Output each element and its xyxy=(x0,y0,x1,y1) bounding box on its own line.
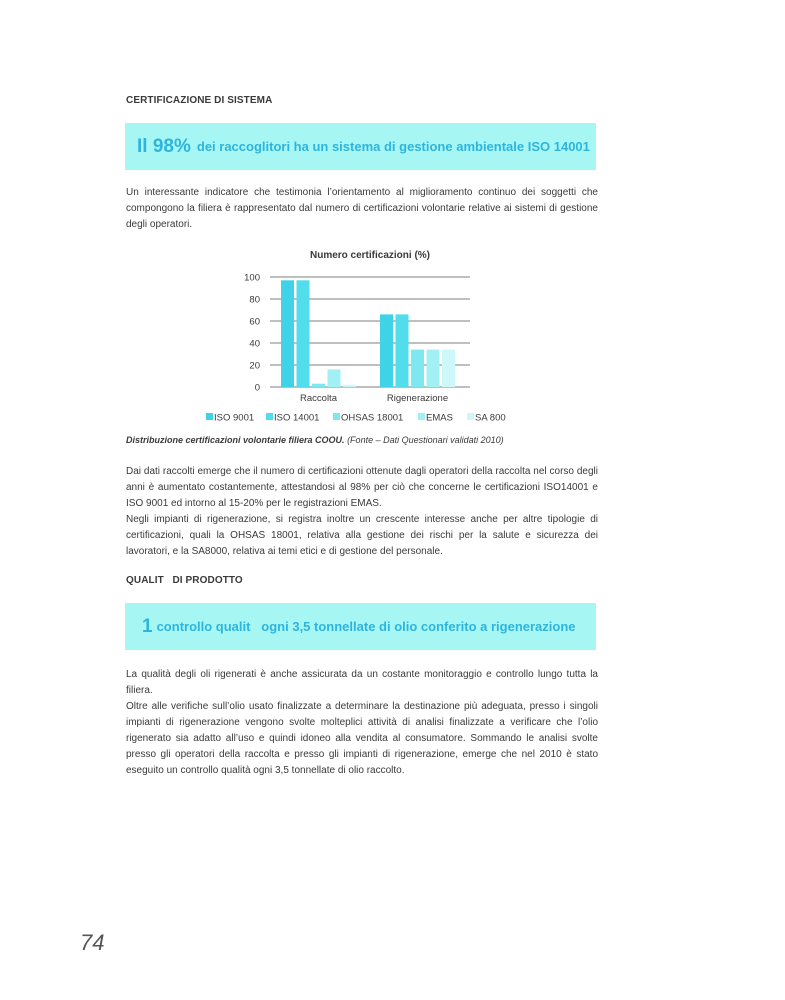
chart-title: Numero certificazioni (%) xyxy=(309,250,431,261)
section-title-qualita: QUALIT DI PRODOTTO xyxy=(126,575,243,586)
x-category-label: Rigenerazione xyxy=(386,393,449,404)
banner-highlight-number: 1 xyxy=(142,615,153,637)
banner-highlight-number: Il 98% xyxy=(137,135,191,157)
bar xyxy=(297,280,310,387)
banner-text: controllo qualit ogni 3,5 tonnellate di olio conferito a rigenerazione xyxy=(156,619,576,634)
y-tick-label: 20 xyxy=(249,360,260,372)
chart-caption xyxy=(126,435,504,445)
y-tick-label: 40 xyxy=(249,338,260,350)
caption-bold: Distribuzione certificazioni volontarie filiera COOU. xyxy=(126,435,345,445)
legend-label: ISO 14001 xyxy=(274,412,320,424)
quality-text-1: La qualità degli oli rigenerati è anche assicurata da un costante monitoraggio e controllo lungo tutta la filiera. xyxy=(126,669,598,696)
caption-source: (Fonte – Dati Questionari validati 2010) xyxy=(347,435,504,445)
y-tick-label: 80 xyxy=(249,294,260,306)
bar xyxy=(281,280,294,387)
banner-text: dei raccoglitori ha un sistema di gestione ambientale ISO 14001 xyxy=(196,139,590,154)
bar xyxy=(427,350,440,387)
section-title-certificazione: CERTIFICAZIONE DI SISTEMA xyxy=(126,95,273,106)
page-number: 74 xyxy=(80,930,105,955)
legend-label: SA 800 xyxy=(475,412,506,424)
quality-paragraph xyxy=(126,667,598,779)
quality-text-2: Oltre alle verifiche sull’olio usato finalizzate a determinare la destinazione più adeguata, presso i singoli impianti di rigenerazione vengono svolte molteplici attività di analisi finalizzate a verificare che l’olio rigenerato sia adatto all’uso e quindi idoneo alla vendita al consumatore. Sommando le analisi svolte presso gli operatori della raccolta e presso gli impianti di rigenerazione, emerge che nel 2010 è stato eseguito un controllo qualità ogni 3,5 tonnellate di olio raccolto. xyxy=(126,701,598,776)
analysis-text-1: Dai dati raccolti emerge che il numero di certificazioni ottenute dagli operatori della raccolta nel corso degli anni è aumentato costantemente, attestandosi al 98% per ciò che concerne le certificazioni ISO14001 e ISO 9001 ed intorno al 15-20% per le registrazioni EMAS. xyxy=(126,466,598,509)
legend-swatch xyxy=(266,413,273,420)
bar xyxy=(380,314,393,387)
bar xyxy=(312,384,325,387)
x-category-label: Raccolta xyxy=(300,393,337,404)
analysis-paragraph xyxy=(126,464,598,560)
y-tick-label: 60 xyxy=(249,316,260,328)
intro-text: Un interessante indicatore che testimonia l’orientamento al miglioramento continuo dei soggetti che compongono la filiera è rappresentato dal numero di certificazioni volontarie relative ai sistemi di gestione degli operatori. xyxy=(126,187,598,230)
bar xyxy=(442,350,455,387)
bar xyxy=(343,385,356,387)
bar xyxy=(396,314,409,387)
legend-swatch xyxy=(467,413,474,420)
legend-swatch xyxy=(418,413,425,420)
bar xyxy=(328,369,341,387)
bar xyxy=(411,350,424,387)
certifications-bar-chart xyxy=(0,0,785,460)
legend-swatch xyxy=(206,413,213,420)
legend-swatch xyxy=(333,413,340,420)
legend-label: ISO 9001 xyxy=(214,412,255,424)
analysis-text-2: Negli impianti di rigenerazione, si registra inoltre un crescente interesse anche per altre tipologie di certificazioni, quali la OHSAS 18001, relativa alla gestione dei rischi per la salute e sicurezza dei lavoratori, e la SA8000, relativa ai temi etici e di gestione del personale. xyxy=(126,514,598,557)
legend-label: EMAS xyxy=(426,412,453,424)
highlight-banner-qualita xyxy=(125,603,596,650)
y-tick-label: 0 xyxy=(254,382,260,394)
legend-label: OHSAS 18001 xyxy=(341,412,404,424)
y-tick-label: 100 xyxy=(244,272,260,284)
